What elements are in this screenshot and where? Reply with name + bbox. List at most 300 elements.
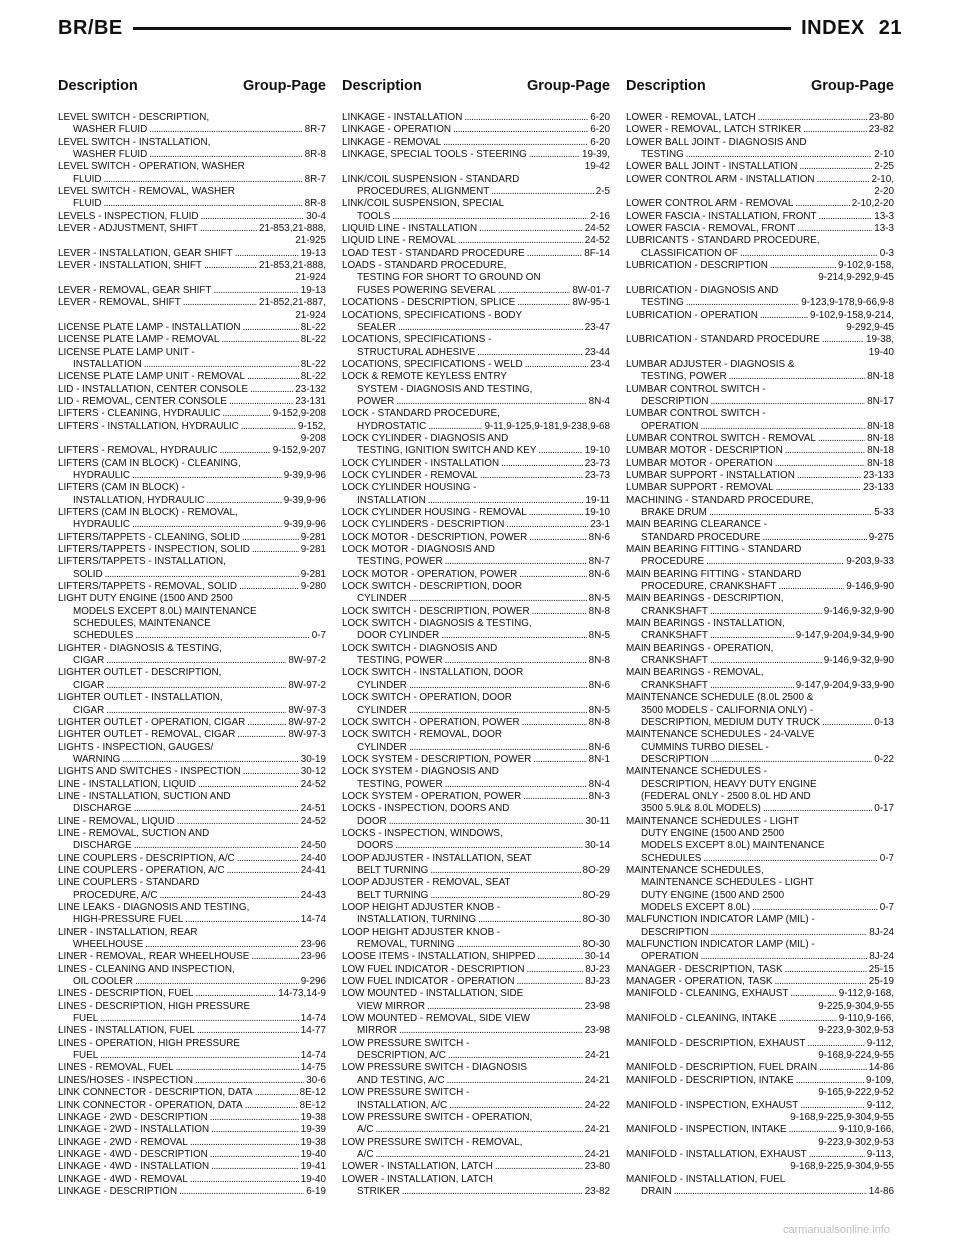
group-page-ref: 19-40 bbox=[868, 346, 894, 358]
index-entry bbox=[626, 470, 894, 482]
entry-text: MAINTENANCE SCHEDULES - bbox=[626, 766, 768, 778]
index-entry bbox=[58, 161, 326, 186]
entry-line bbox=[342, 791, 610, 803]
entry-text: LINES - INSTALLATION, FUEL bbox=[58, 1025, 195, 1037]
index-entry bbox=[342, 951, 610, 963]
index-entry bbox=[342, 803, 610, 828]
leader-dots bbox=[237, 853, 299, 865]
entry-line bbox=[58, 655, 326, 667]
leader-dots bbox=[100, 1050, 298, 1062]
index-entry bbox=[342, 359, 610, 371]
group-page-ref: 23-80 bbox=[584, 1161, 610, 1173]
entry-line bbox=[342, 260, 610, 272]
entry-line bbox=[58, 470, 326, 482]
index-entry bbox=[342, 470, 610, 482]
entry-line bbox=[342, 1087, 610, 1099]
entry-text: MANIFOLD - INSPECTION, EXHAUST bbox=[626, 1099, 799, 1111]
index-entry bbox=[342, 964, 610, 976]
leader-dots bbox=[409, 593, 587, 605]
entry-text: LUMBAR SUPPORT - REMOVAL bbox=[626, 482, 774, 494]
group-page-ref: 23-82 bbox=[584, 1185, 610, 1197]
index-entry bbox=[626, 618, 894, 643]
leader-dots bbox=[443, 137, 588, 149]
entry-line bbox=[626, 1038, 894, 1050]
index-entry bbox=[626, 137, 894, 162]
entry-text: LUMBAR SUPPORT - INSTALLATION bbox=[626, 469, 795, 481]
entry-text: LINKAGE - REMOVAL bbox=[342, 136, 442, 148]
entry-line bbox=[626, 396, 894, 408]
entry-text: LIGHTER - DIAGNOSIS & TESTING, bbox=[58, 642, 222, 654]
entry-line bbox=[58, 1025, 326, 1037]
group-page-ref: 30-12 bbox=[300, 766, 326, 778]
entry-line bbox=[626, 124, 894, 136]
entry-text: LINE COUPLERS - DESCRIPTION, A/C bbox=[58, 852, 235, 864]
entry-line bbox=[626, 643, 894, 655]
group-page-ref: 9-223,9-302,9-53 bbox=[818, 1025, 894, 1037]
entry-line bbox=[626, 1124, 894, 1136]
entry-text: LOCATIONS, SPECIFICATIONS - WELD bbox=[342, 358, 523, 370]
leader-dots bbox=[445, 655, 587, 667]
leader-dots bbox=[710, 606, 822, 618]
leader-dots bbox=[501, 458, 583, 470]
entry-line bbox=[58, 828, 326, 840]
index-column-3 bbox=[626, 112, 894, 1198]
entry-line bbox=[58, 840, 326, 852]
entry-line bbox=[342, 149, 610, 161]
entry-text: LIFTERS - REMOVAL, HYDRAULIC bbox=[58, 445, 218, 457]
index-entry bbox=[626, 816, 894, 865]
group-page-ref: 14-73,14-9 bbox=[278, 988, 326, 1000]
group-page-ref: 30-19 bbox=[300, 753, 326, 765]
leader-dots bbox=[797, 223, 872, 235]
entry-line bbox=[342, 618, 610, 630]
entry-text: MAINTENANCE SCHEDULES - 24-VALVE bbox=[626, 729, 815, 741]
index-entry bbox=[626, 1124, 894, 1149]
index-entry bbox=[58, 544, 326, 556]
entry-line bbox=[342, 865, 610, 877]
entry-line bbox=[58, 853, 326, 865]
entry-line bbox=[58, 742, 326, 754]
entry-line bbox=[342, 384, 610, 396]
entry-page-continuation bbox=[626, 1087, 894, 1099]
entry-text: CRANKSHAFT bbox=[641, 679, 708, 691]
leader-dots bbox=[498, 285, 570, 297]
entry-text: LOW FUEL INDICATOR - OPERATION bbox=[342, 976, 515, 988]
entry-text: LINES - REMOVAL, FUEL bbox=[58, 1062, 174, 1074]
entry-text: DESCRIPTION, A/C bbox=[357, 1050, 446, 1062]
group-page-ref: 2-5 bbox=[595, 186, 610, 198]
entry-line bbox=[626, 865, 894, 877]
group-page-ref: 23-96 bbox=[300, 939, 326, 951]
index-entry bbox=[626, 766, 894, 815]
group-page-ref: 8O-30 bbox=[582, 914, 610, 926]
entry-line bbox=[342, 124, 610, 136]
entry-line bbox=[58, 976, 326, 988]
entry-line bbox=[58, 347, 326, 359]
entry-page-continuation bbox=[626, 1137, 894, 1149]
entry-line bbox=[342, 470, 610, 482]
leader-dots bbox=[104, 174, 303, 186]
entry-line bbox=[58, 1149, 326, 1161]
leader-dots bbox=[706, 556, 844, 568]
entry-line bbox=[626, 742, 894, 754]
entry-line bbox=[626, 470, 894, 482]
entry-text: LEVER - REMOVAL, SHIFT bbox=[58, 297, 181, 309]
index-entry bbox=[342, 544, 610, 569]
entry-text: WASHER FLUID bbox=[73, 124, 148, 136]
entry-text: OIL COOLER bbox=[73, 976, 133, 988]
entry-text: LIFTERS - CLEANING, HYDRAULIC bbox=[58, 408, 221, 420]
entry-text: MANIFOLD - DESCRIPTION, EXHAUST bbox=[626, 1037, 806, 1049]
leader-dots bbox=[149, 149, 302, 161]
group-page-ref: 6-20 bbox=[590, 112, 610, 123]
index-entry bbox=[342, 877, 610, 902]
entry-line bbox=[58, 334, 326, 346]
leader-dots bbox=[775, 458, 865, 470]
entry-text: SOLID bbox=[73, 568, 103, 580]
leader-dots bbox=[785, 445, 865, 457]
leader-dots bbox=[176, 1062, 299, 1074]
entry-text: MAIN BEARING CLEARANCE - bbox=[626, 519, 768, 531]
entry-text: LINE COUPLERS - STANDARD bbox=[58, 877, 200, 889]
leader-dots bbox=[389, 816, 584, 828]
group-page-ref: 8J-24 bbox=[869, 926, 894, 938]
entry-page-continuation bbox=[626, 1050, 894, 1062]
entry-text: LOAD TEST - STANDARD PROCEDURE bbox=[342, 247, 525, 259]
entry-text: LEVER - INSTALLATION, SHIFT bbox=[58, 260, 202, 272]
entry-line bbox=[626, 149, 894, 161]
group-page-ref: 24-22 bbox=[584, 1099, 610, 1111]
index-entry bbox=[342, 1087, 610, 1112]
entry-line bbox=[58, 939, 326, 951]
leader-dots bbox=[674, 1186, 867, 1198]
group-page-ref: 23-1 bbox=[590, 519, 610, 531]
entry-text: LOCATIONS, SPECIFICATIONS - BODY bbox=[342, 309, 523, 321]
entry-page-continuation bbox=[626, 322, 894, 334]
entry-text: LINK CONNECTOR - OPERATION, DATA bbox=[58, 1099, 243, 1111]
entry-text: LOCK - STANDARD PROCEDURE, bbox=[342, 408, 500, 420]
entry-line bbox=[342, 877, 610, 889]
index-entry bbox=[58, 421, 326, 446]
leader-dots bbox=[529, 507, 583, 519]
entry-text: LIGHTS AND SWITCHES - INSPECTION bbox=[58, 766, 241, 778]
entry-line bbox=[58, 1087, 326, 1099]
index-entry bbox=[58, 1075, 326, 1087]
index-entry bbox=[342, 902, 610, 927]
entry-line bbox=[58, 729, 326, 741]
index-entry bbox=[58, 643, 326, 668]
entry-line bbox=[342, 1062, 610, 1074]
page-number: 21 bbox=[878, 16, 902, 39]
entry-page-continuation bbox=[626, 347, 894, 359]
leader-dots bbox=[222, 408, 270, 420]
column-heading-1 bbox=[58, 78, 326, 94]
entry-text: CLASSIFICATION OF bbox=[641, 247, 738, 259]
entry-text: TESTING, POWER bbox=[357, 655, 443, 667]
entry-text: LOCK MOTOR - OPERATION, POWER bbox=[342, 568, 518, 580]
index-entry bbox=[58, 297, 326, 322]
entry-text: INSTALLATION, A/C bbox=[357, 1099, 448, 1111]
entry-line bbox=[342, 1013, 610, 1025]
group-page-ref: 30-11 bbox=[585, 815, 610, 827]
index-entry bbox=[58, 1001, 326, 1026]
group-page-ref: 8N-5 bbox=[588, 593, 610, 605]
group-page-ref: 23-131 bbox=[295, 395, 326, 407]
entry-line bbox=[342, 976, 610, 988]
index-entry bbox=[342, 569, 610, 581]
entry-line bbox=[58, 680, 326, 692]
entry-text: LOCK SWITCH - DIAGNOSIS AND bbox=[342, 642, 498, 654]
entry-line bbox=[58, 927, 326, 939]
entry-page-continuation bbox=[626, 1112, 894, 1124]
section-title: INDEX bbox=[801, 16, 865, 39]
entry-line bbox=[342, 1124, 610, 1136]
entry-line bbox=[626, 890, 894, 902]
group-page-ref: 8W-01-7 bbox=[572, 284, 610, 296]
group-page-ref: 23-44 bbox=[584, 346, 610, 358]
leader-dots bbox=[204, 260, 257, 272]
index-entry bbox=[342, 433, 610, 458]
entry-line bbox=[342, 1050, 610, 1062]
entry-text: LINKAGE - DESCRIPTION bbox=[58, 1185, 178, 1197]
leader-dots bbox=[179, 1186, 304, 1198]
index-entry bbox=[58, 347, 326, 372]
entry-line bbox=[626, 519, 894, 531]
entry-line bbox=[342, 285, 610, 297]
index-entry bbox=[626, 445, 894, 457]
index-entry bbox=[58, 816, 326, 828]
entry-text: MODELS EXCEPT 8.0L) MAINTENANCE bbox=[73, 605, 257, 617]
leader-dots bbox=[104, 198, 303, 210]
leader-dots bbox=[135, 630, 309, 642]
entry-line bbox=[342, 322, 610, 334]
leader-dots bbox=[106, 655, 286, 667]
entry-text: LOWER FASCIA - INSTALLATION, FRONT bbox=[626, 210, 817, 222]
group-page-ref: 9-296 bbox=[300, 976, 326, 988]
index-entry bbox=[626, 988, 894, 1013]
index-entry bbox=[626, 235, 894, 260]
leader-dots bbox=[132, 470, 282, 482]
entry-text: LINES - OPERATION, HIGH PRESSURE bbox=[58, 1037, 240, 1049]
index-entry bbox=[626, 334, 894, 359]
leader-dots bbox=[177, 816, 299, 828]
entry-text: LOCATIONS, SPECIFICATIONS - bbox=[342, 334, 492, 346]
entry-text: TOOLS bbox=[357, 210, 391, 222]
index-entry bbox=[342, 260, 610, 297]
leader-dots bbox=[789, 1124, 837, 1136]
entry-text: LINES - CLEANING AND INSPECTION, bbox=[58, 963, 235, 975]
entry-text: LOCK SYSTEM - OPERATION, POWER bbox=[342, 790, 522, 802]
entry-text: DESCRIPTION, HEAVY DUTY ENGINE bbox=[641, 778, 817, 790]
entry-text: LUBRICATION - STANDARD PROCEDURE bbox=[626, 334, 820, 346]
index-entry bbox=[626, 865, 894, 914]
group-page-ref: 8N-18 bbox=[867, 420, 894, 432]
group-page-ref: 24-52 bbox=[300, 778, 326, 790]
entry-text: LINE - INSTALLATION, LIQUID bbox=[58, 778, 196, 790]
entry-line bbox=[626, 914, 894, 926]
leader-dots bbox=[441, 630, 586, 642]
group-page-ref: 9-39,9-96 bbox=[283, 469, 326, 481]
entry-text: CRANKSHAFT bbox=[641, 605, 708, 617]
entry-text: STRUCTURAL ADHESIVE bbox=[357, 346, 476, 358]
index-entry bbox=[58, 223, 326, 248]
index-entry bbox=[626, 408, 894, 433]
leader-dots bbox=[809, 1149, 865, 1161]
index-entry bbox=[626, 359, 894, 384]
index-entry bbox=[58, 112, 326, 137]
leader-dots bbox=[763, 803, 872, 815]
entry-line bbox=[58, 606, 326, 618]
entry-page-continuation bbox=[58, 272, 326, 284]
leader-dots bbox=[758, 112, 867, 124]
leader-dots bbox=[375, 1149, 582, 1161]
group-page-ref: 19-10 bbox=[584, 445, 610, 457]
entry-text: INSTALLATION bbox=[73, 358, 142, 370]
entry-line bbox=[58, 223, 326, 235]
group-page-ref: 25-15 bbox=[868, 963, 894, 975]
index-entry bbox=[342, 1038, 610, 1063]
entry-text: LOOP HEIGHT ADJUSTER KNOB - bbox=[342, 902, 501, 913]
entry-text: PROCEDURE, CRANKSHAFT bbox=[641, 581, 777, 593]
leader-dots bbox=[822, 334, 864, 346]
index-entry bbox=[58, 692, 326, 717]
index-entry bbox=[626, 482, 894, 494]
entry-line bbox=[58, 779, 326, 791]
entry-line bbox=[58, 643, 326, 655]
index-entry bbox=[342, 519, 610, 531]
index-entry bbox=[342, 754, 610, 766]
group-page-ref: 8R-8 bbox=[304, 198, 326, 210]
entry-text: LICENSE PLATE LAMP UNIT - bbox=[58, 346, 195, 358]
entry-line bbox=[342, 297, 610, 309]
index-entry bbox=[58, 902, 326, 927]
group-page-ref: 8O-29 bbox=[582, 864, 610, 876]
entry-line bbox=[58, 1137, 326, 1149]
group-page-ref: 8O-29 bbox=[582, 889, 610, 901]
index-entry bbox=[342, 828, 610, 853]
index-entry bbox=[58, 667, 326, 692]
entry-line bbox=[626, 285, 894, 297]
entry-line bbox=[58, 1038, 326, 1050]
index-entry bbox=[58, 396, 326, 408]
entry-text: SEALER bbox=[357, 321, 396, 333]
index-entry bbox=[626, 1149, 894, 1174]
entry-line bbox=[342, 186, 610, 198]
entry-line bbox=[626, 692, 894, 704]
index-entry bbox=[342, 310, 610, 335]
entry-line bbox=[626, 593, 894, 605]
leader-dots bbox=[448, 1050, 583, 1062]
entry-text: HYDRAULIC bbox=[73, 469, 131, 481]
leader-dots bbox=[428, 421, 482, 433]
entry-text: LIGHTER OUTLET - REMOVAL, CIGAR bbox=[58, 729, 236, 741]
index-entry bbox=[58, 1062, 326, 1074]
entry-line bbox=[58, 260, 326, 272]
entry-text: MAINTENANCE SCHEDULES, bbox=[626, 864, 764, 876]
entry-line bbox=[342, 445, 610, 457]
index-entry bbox=[58, 779, 326, 791]
index-entry bbox=[342, 112, 610, 124]
entry-line bbox=[58, 1174, 326, 1186]
entry-line bbox=[626, 112, 894, 124]
entry-line bbox=[58, 507, 326, 519]
group-page-ref: 9-168,9-225,9-304,9-55 bbox=[790, 1161, 894, 1173]
entry-line bbox=[342, 667, 610, 679]
entry-text: LINKAGE - 4WD - REMOVAL bbox=[58, 1173, 188, 1185]
entry-text: DRAIN bbox=[641, 1185, 672, 1197]
entry-line bbox=[58, 914, 326, 926]
entry-text: TESTING FOR SHORT TO GROUND ON bbox=[357, 272, 541, 284]
entry-line bbox=[626, 779, 894, 791]
group-page-ref: 9-110,9-166, bbox=[838, 1013, 894, 1025]
group-page-ref: 9-152, bbox=[297, 420, 326, 432]
group-page-ref: 8N-4 bbox=[588, 778, 610, 790]
index-entry bbox=[58, 581, 326, 593]
entry-line bbox=[58, 816, 326, 828]
entry-line bbox=[626, 556, 894, 568]
entry-text: MIRROR bbox=[357, 1025, 398, 1037]
entry-text: CYLINDER bbox=[357, 593, 407, 605]
entry-line bbox=[626, 421, 894, 433]
group-page-ref: 24-51 bbox=[300, 803, 326, 815]
leader-dots bbox=[106, 680, 286, 692]
entry-line bbox=[342, 272, 610, 284]
entry-line bbox=[342, 1025, 610, 1037]
group-page-ref: 9-152,9-208 bbox=[272, 408, 326, 420]
leader-dots bbox=[220, 445, 271, 457]
entry-line bbox=[342, 310, 610, 322]
group-page-ref: 9-11,9-125,9-181,9-238,9-68 bbox=[484, 420, 610, 432]
index-entry bbox=[58, 248, 326, 260]
entry-text: LOWER BALL JOINT - DIAGNOSIS AND bbox=[626, 136, 807, 148]
leader-dots bbox=[144, 359, 299, 371]
index-entry bbox=[626, 1174, 894, 1199]
group-page-ref: 23-82 bbox=[868, 124, 894, 136]
group-page-ref: 14-77 bbox=[300, 1025, 326, 1037]
index-entry bbox=[626, 593, 894, 618]
group-page-ref: 8N-6 bbox=[588, 741, 610, 753]
index-entry bbox=[626, 211, 894, 223]
leader-dots bbox=[537, 951, 582, 963]
entry-text: CIGAR bbox=[73, 704, 105, 716]
entry-line bbox=[626, 174, 894, 186]
entry-text: LIGHT DUTY ENGINE (1500 AND 2500 bbox=[58, 593, 233, 605]
entry-line bbox=[626, 334, 894, 346]
entry-line bbox=[342, 1137, 610, 1149]
index-entry bbox=[342, 643, 610, 668]
entry-text: CYLINDER bbox=[357, 741, 407, 753]
entry-line bbox=[58, 1112, 326, 1124]
entry-line bbox=[342, 223, 610, 235]
index-entry bbox=[58, 285, 326, 297]
index-entry bbox=[58, 408, 326, 420]
index-entry bbox=[58, 877, 326, 902]
group-page-ref: 8L-22 bbox=[300, 334, 326, 346]
index-entry bbox=[626, 729, 894, 766]
group-page-ref: 8L-22 bbox=[300, 371, 326, 383]
leader-dots bbox=[819, 1062, 867, 1074]
group-page-ref: 9-281 bbox=[300, 531, 326, 543]
group-page-ref: 8N-18 bbox=[867, 445, 894, 457]
index-entry bbox=[626, 667, 894, 692]
leader-dots bbox=[211, 1161, 299, 1173]
entry-text: LIFTERS/TAPPETS - REMOVAL, SOLID bbox=[58, 581, 238, 593]
entry-text: MAINTENANCE SCHEDULES - LIGHT bbox=[626, 815, 799, 827]
entry-text: MANIFOLD - INSTALLATION, EXHAUST bbox=[626, 1148, 807, 1160]
entry-text: DISCHARGE bbox=[73, 840, 132, 852]
group-page-ref: 24-50 bbox=[300, 840, 326, 852]
leader-dots bbox=[392, 211, 588, 223]
